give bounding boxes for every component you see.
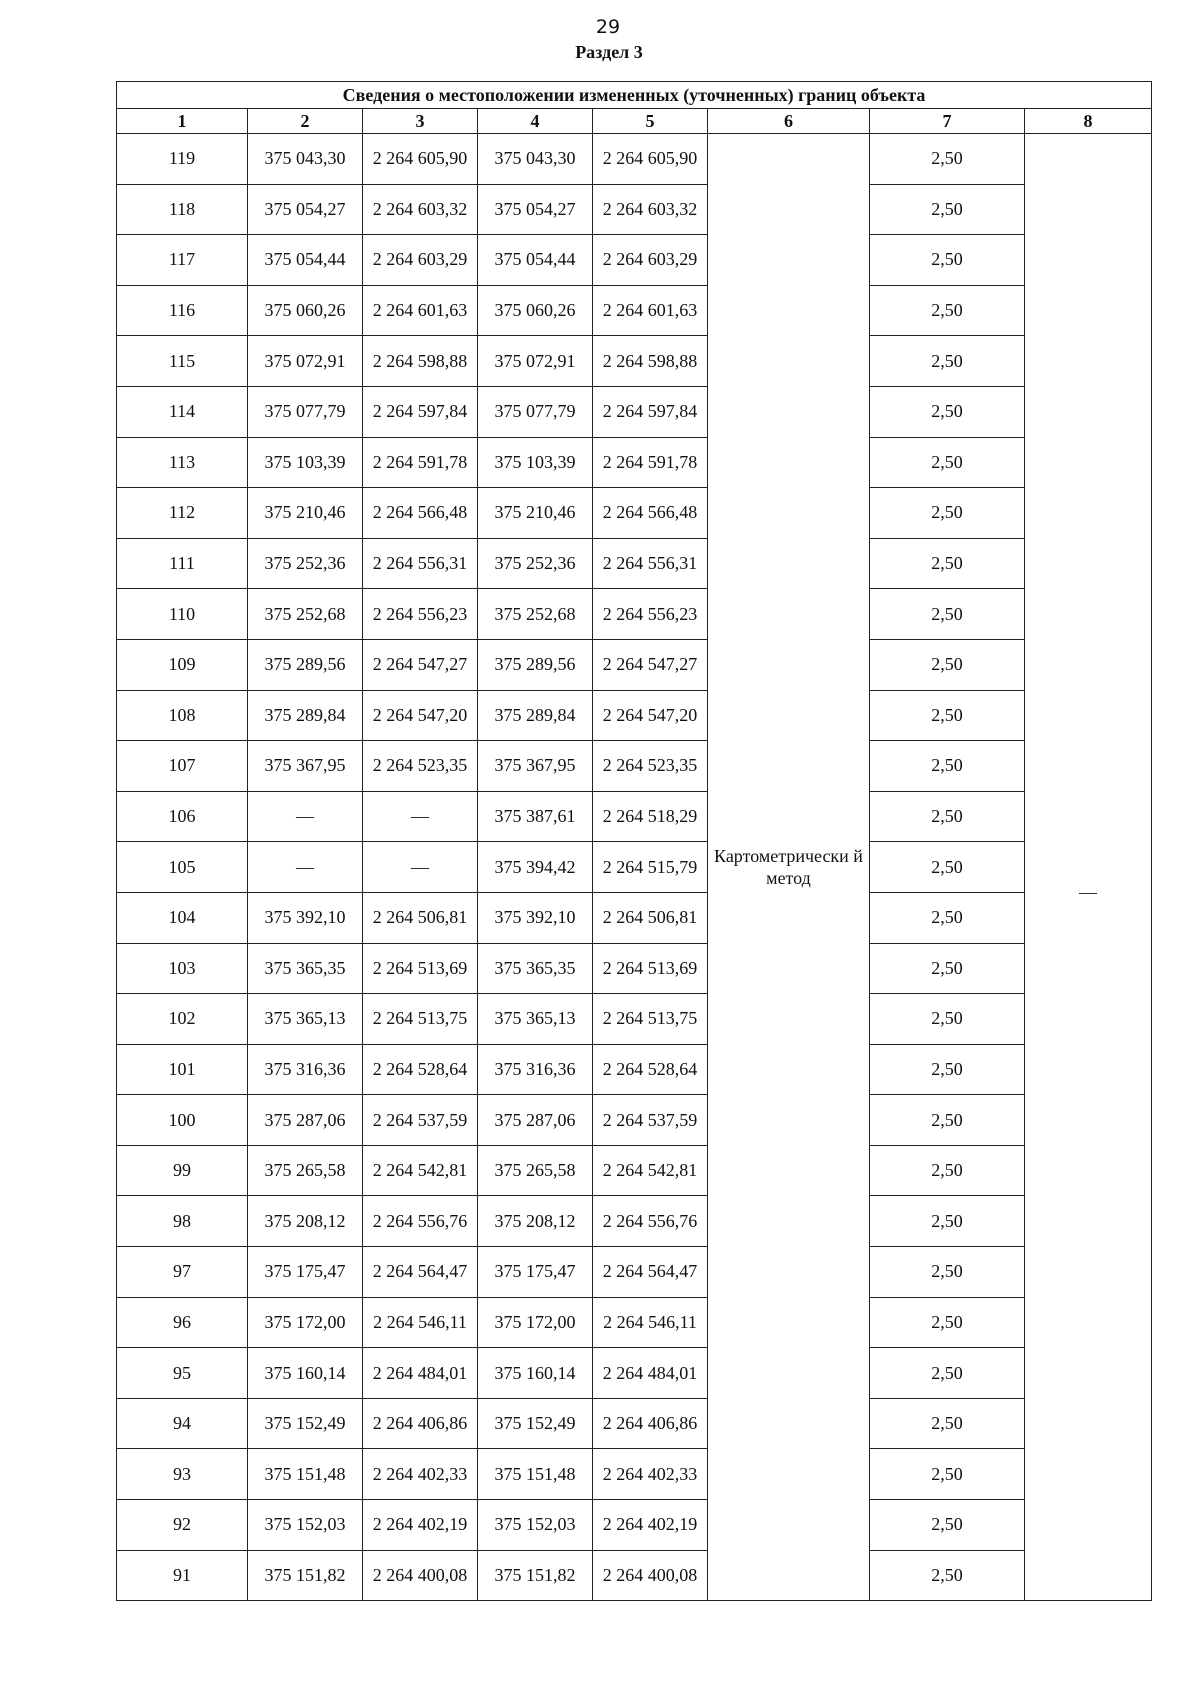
- cell-y-old: 2 264 506,81: [363, 892, 478, 943]
- cell-x-old: 375 316,36: [248, 1044, 363, 1095]
- column8-top-cell: [1025, 134, 1152, 185]
- cell-accuracy: 2,50: [870, 184, 1025, 235]
- cell-point: 102: [117, 994, 248, 1045]
- cell-accuracy: 2,50: [870, 589, 1025, 640]
- cell-x-old: 375 151,82: [248, 1550, 363, 1601]
- cell-x-new: 375 060,26: [478, 285, 593, 336]
- cell-y-new: 2 264 542,81: [593, 1145, 708, 1196]
- cell-point: 108: [117, 690, 248, 741]
- cell-y-new: 2 264 400,08: [593, 1550, 708, 1601]
- cell-x-new: 375 265,58: [478, 1145, 593, 1196]
- cell-y-old: 2 264 484,01: [363, 1348, 478, 1399]
- cell-y-new: 2 264 603,29: [593, 235, 708, 286]
- cell-x-old: 375 152,03: [248, 1500, 363, 1551]
- cell-y-old: 2 264 523,35: [363, 741, 478, 792]
- cell-point: 109: [117, 639, 248, 690]
- cell-y-old: —: [363, 842, 478, 893]
- cell-x-old: 375 367,95: [248, 741, 363, 792]
- cell-accuracy: 2,50: [870, 386, 1025, 437]
- cell-point: 93: [117, 1449, 248, 1500]
- cell-y-new: 2 264 546,11: [593, 1297, 708, 1348]
- cell-x-old: 375 252,68: [248, 589, 363, 640]
- cell-accuracy: 2,50: [870, 994, 1025, 1045]
- cell-accuracy: 2,50: [870, 943, 1025, 994]
- cell-y-old: 2 264 603,29: [363, 235, 478, 286]
- table-row: [117, 336, 1152, 387]
- table-row: [117, 1449, 1152, 1500]
- cell-x-new: 375 160,14: [478, 1348, 593, 1399]
- table-row: [117, 690, 1152, 741]
- cell-accuracy: 2,50: [870, 1196, 1025, 1247]
- cell-x-new: 375 072,91: [478, 336, 593, 387]
- cell-y-new: 2 264 523,35: [593, 741, 708, 792]
- cell-y-old: 2 264 591,78: [363, 437, 478, 488]
- table-row: [117, 285, 1152, 336]
- cell-x-old: 375 392,10: [248, 892, 363, 943]
- cell-y-old: 2 264 597,84: [363, 386, 478, 437]
- boundary-coordinates-table: [116, 81, 1152, 1601]
- cell-x-old: —: [248, 842, 363, 893]
- cell-x-new: 375 289,84: [478, 690, 593, 741]
- cell-y-new: 2 264 556,23: [593, 589, 708, 640]
- cell-x-old: 375 103,39: [248, 437, 363, 488]
- table-caption-row: [117, 82, 1152, 109]
- cell-point: 95: [117, 1348, 248, 1399]
- cell-point: 101: [117, 1044, 248, 1095]
- cell-x-old: 375 210,46: [248, 488, 363, 539]
- column-number-6: 6: [708, 109, 870, 134]
- table-row: [117, 943, 1152, 994]
- cell-y-old: 2 264 556,31: [363, 538, 478, 589]
- cell-accuracy: 2,50: [870, 791, 1025, 842]
- cell-y-new: 2 264 528,64: [593, 1044, 708, 1095]
- cell-y-new: 2 264 547,27: [593, 639, 708, 690]
- cell-x-old: 375 208,12: [248, 1196, 363, 1247]
- cell-point: 104: [117, 892, 248, 943]
- table-row: [117, 1398, 1152, 1449]
- cell-y-new: 2 264 484,01: [593, 1348, 708, 1399]
- cell-accuracy: 2,50: [870, 134, 1025, 185]
- cell-y-old: 2 264 556,23: [363, 589, 478, 640]
- column-number-8: 8: [1025, 109, 1152, 134]
- cell-x-new: 375 175,47: [478, 1247, 593, 1298]
- table-row: [117, 639, 1152, 690]
- cell-y-new: 2 264 566,48: [593, 488, 708, 539]
- cell-y-old: 2 264 598,88: [363, 336, 478, 387]
- cell-y-new: 2 264 601,63: [593, 285, 708, 336]
- cell-y-old: —: [363, 791, 478, 842]
- cell-x-new: 375 387,61: [478, 791, 593, 842]
- cell-x-new: 375 252,36: [478, 538, 593, 589]
- table-caption: Сведения о местоположении измененных (уточненных) границ объекта: [117, 82, 1152, 109]
- cell-x-old: 375 152,49: [248, 1398, 363, 1449]
- cell-y-new: 2 264 515,79: [593, 842, 708, 893]
- cell-point: 99: [117, 1145, 248, 1196]
- cell-point: 114: [117, 386, 248, 437]
- cell-x-new: 375 151,48: [478, 1449, 593, 1500]
- cell-y-new: 2 264 513,69: [593, 943, 708, 994]
- cell-y-old: 2 264 400,08: [363, 1550, 478, 1601]
- cell-accuracy: 2,50: [870, 336, 1025, 387]
- cell-x-old: 375 365,35: [248, 943, 363, 994]
- method-cell: Картометрически й метод: [708, 134, 870, 1601]
- cell-y-new: 2 264 598,88: [593, 336, 708, 387]
- cell-y-new: 2 264 556,31: [593, 538, 708, 589]
- cell-x-new: 375 394,42: [478, 842, 593, 893]
- cell-accuracy: 2,50: [870, 285, 1025, 336]
- table-row: [117, 842, 1152, 893]
- cell-y-old: 2 264 556,76: [363, 1196, 478, 1247]
- cell-point: 100: [117, 1095, 248, 1146]
- table-row: [117, 1145, 1152, 1196]
- cell-y-new: 2 264 556,76: [593, 1196, 708, 1247]
- cell-x-new: 375 365,35: [478, 943, 593, 994]
- column-number-2: 2: [248, 109, 363, 134]
- cell-y-old: 2 264 406,86: [363, 1398, 478, 1449]
- cell-y-old: 2 264 513,69: [363, 943, 478, 994]
- cell-x-old: 375 160,14: [248, 1348, 363, 1399]
- table-row: [117, 892, 1152, 943]
- cell-x-new: 375 077,79: [478, 386, 593, 437]
- column-number-3: 3: [363, 109, 478, 134]
- column-number-7: 7: [870, 109, 1025, 134]
- cell-x-old: 375 289,84: [248, 690, 363, 741]
- cell-x-old: 375 043,30: [248, 134, 363, 185]
- cell-x-new: 375 365,13: [478, 994, 593, 1045]
- cell-accuracy: 2,50: [870, 690, 1025, 741]
- table-row: [117, 1297, 1152, 1348]
- cell-point: 116: [117, 285, 248, 336]
- cell-y-new: 2 264 513,75: [593, 994, 708, 1045]
- cell-accuracy: 2,50: [870, 1145, 1025, 1196]
- cell-point: 94: [117, 1398, 248, 1449]
- cell-x-old: 375 054,44: [248, 235, 363, 286]
- cell-x-old: 375 365,13: [248, 994, 363, 1045]
- cell-accuracy: 2,50: [870, 1247, 1025, 1298]
- cell-accuracy: 2,50: [870, 538, 1025, 589]
- cell-point: 98: [117, 1196, 248, 1247]
- cell-y-old: 2 264 605,90: [363, 134, 478, 185]
- cell-y-old: 2 264 601,63: [363, 285, 478, 336]
- cell-x-new: 375 152,49: [478, 1398, 593, 1449]
- table-row: [117, 741, 1152, 792]
- section-title: Раздел 3: [575, 42, 643, 62]
- table-row: [117, 1095, 1152, 1146]
- page-number: 29: [595, 16, 621, 38]
- cell-y-old: 2 264 537,59: [363, 1095, 478, 1146]
- table-row: [117, 1247, 1152, 1298]
- cell-x-new: 375 289,56: [478, 639, 593, 690]
- cell-accuracy: 2,50: [870, 1449, 1025, 1500]
- cell-x-new: 375 367,95: [478, 741, 593, 792]
- table-row: [117, 589, 1152, 640]
- cell-x-new: 375 172,00: [478, 1297, 593, 1348]
- table-row: [117, 1044, 1152, 1095]
- cell-x-new: 375 151,82: [478, 1550, 593, 1601]
- cell-point: 106: [117, 791, 248, 842]
- cell-x-old: 375 265,58: [248, 1145, 363, 1196]
- cell-x-new: 375 210,46: [478, 488, 593, 539]
- cell-accuracy: 2,50: [870, 1500, 1025, 1551]
- cell-x-old: 375 252,36: [248, 538, 363, 589]
- cell-x-old: 375 175,47: [248, 1247, 363, 1298]
- cell-y-old: 2 264 402,19: [363, 1500, 478, 1551]
- cell-x-old: 375 054,27: [248, 184, 363, 235]
- cell-point: 112: [117, 488, 248, 539]
- cell-y-new: 2 264 591,78: [593, 437, 708, 488]
- cell-point: 96: [117, 1297, 248, 1348]
- cell-point: 105: [117, 842, 248, 893]
- column8-value-cell: —: [1025, 184, 1152, 1601]
- cell-y-old: 2 264 542,81: [363, 1145, 478, 1196]
- table-body: [117, 82, 1152, 1601]
- table-row: [117, 1500, 1152, 1551]
- column-number-1: 1: [117, 109, 248, 134]
- column-number-row: [117, 109, 1152, 134]
- cell-x-new: 375 392,10: [478, 892, 593, 943]
- cell-y-new: 2 264 518,29: [593, 791, 708, 842]
- table-row: [117, 386, 1152, 437]
- cell-y-old: 2 264 547,20: [363, 690, 478, 741]
- table-row: [117, 184, 1152, 235]
- cell-accuracy: 2,50: [870, 1398, 1025, 1449]
- table-row: [117, 437, 1152, 488]
- cell-y-new: 2 264 406,86: [593, 1398, 708, 1449]
- cell-x-old: 375 072,91: [248, 336, 363, 387]
- cell-y-new: 2 264 597,84: [593, 386, 708, 437]
- cell-accuracy: 2,50: [870, 1348, 1025, 1399]
- cell-accuracy: 2,50: [870, 1095, 1025, 1146]
- table-row: [117, 791, 1152, 842]
- cell-y-new: 2 264 537,59: [593, 1095, 708, 1146]
- cell-accuracy: 2,50: [870, 741, 1025, 792]
- cell-point: 115: [117, 336, 248, 387]
- cell-accuracy: 2,50: [870, 488, 1025, 539]
- cell-x-new: 375 043,30: [478, 134, 593, 185]
- cell-point: 107: [117, 741, 248, 792]
- cell-accuracy: 2,50: [870, 1550, 1025, 1601]
- column-number-5: 5: [593, 109, 708, 134]
- cell-y-new: 2 264 506,81: [593, 892, 708, 943]
- table-row: [117, 1550, 1152, 1601]
- cell-point: 97: [117, 1247, 248, 1298]
- column-number-4: 4: [478, 109, 593, 134]
- cell-point: 111: [117, 538, 248, 589]
- cell-y-old: 2 264 603,32: [363, 184, 478, 235]
- cell-point: 118: [117, 184, 248, 235]
- cell-x-new: 375 252,68: [478, 589, 593, 640]
- table-row: [117, 134, 1152, 185]
- cell-point: 103: [117, 943, 248, 994]
- table-row: [117, 235, 1152, 286]
- cell-accuracy: 2,50: [870, 437, 1025, 488]
- cell-y-old: 2 264 528,64: [363, 1044, 478, 1095]
- cell-y-new: 2 264 402,33: [593, 1449, 708, 1500]
- cell-y-old: 2 264 402,33: [363, 1449, 478, 1500]
- cell-accuracy: 2,50: [870, 1297, 1025, 1348]
- cell-y-new: 2 264 547,20: [593, 690, 708, 741]
- cell-y-old: 2 264 564,47: [363, 1247, 478, 1298]
- cell-x-old: 375 289,56: [248, 639, 363, 690]
- cell-x-new: 375 054,27: [478, 184, 593, 235]
- cell-point: 113: [117, 437, 248, 488]
- table-row: [117, 1348, 1152, 1399]
- cell-x-new: 375 208,12: [478, 1196, 593, 1247]
- cell-x-old: 375 172,00: [248, 1297, 363, 1348]
- cell-x-new: 375 054,44: [478, 235, 593, 286]
- cell-accuracy: 2,50: [870, 1044, 1025, 1095]
- table-row: [117, 488, 1152, 539]
- cell-point: 92: [117, 1500, 248, 1551]
- cell-y-old: 2 264 513,75: [363, 994, 478, 1045]
- cell-y-new: 2 264 605,90: [593, 134, 708, 185]
- cell-x-new: 375 287,06: [478, 1095, 593, 1146]
- cell-x-new: 375 103,39: [478, 437, 593, 488]
- cell-x-old: 375 151,48: [248, 1449, 363, 1500]
- cell-x-old: 375 287,06: [248, 1095, 363, 1146]
- cell-x-old: 375 060,26: [248, 285, 363, 336]
- cell-y-old: 2 264 547,27: [363, 639, 478, 690]
- table-row: [117, 538, 1152, 589]
- cell-x-new: 375 316,36: [478, 1044, 593, 1095]
- cell-y-new: 2 264 603,32: [593, 184, 708, 235]
- cell-x-old: 375 077,79: [248, 386, 363, 437]
- cell-point: 119: [117, 134, 248, 185]
- cell-y-new: 2 264 402,19: [593, 1500, 708, 1551]
- cell-x-new: 375 152,03: [478, 1500, 593, 1551]
- cell-accuracy: 2,50: [870, 639, 1025, 690]
- cell-x-old: —: [248, 791, 363, 842]
- cell-point: 110: [117, 589, 248, 640]
- cell-y-new: 2 264 564,47: [593, 1247, 708, 1298]
- cell-accuracy: 2,50: [870, 235, 1025, 286]
- table-row: [117, 994, 1152, 1045]
- cell-accuracy: 2,50: [870, 892, 1025, 943]
- cell-y-old: 2 264 546,11: [363, 1297, 478, 1348]
- cell-point: 91: [117, 1550, 248, 1601]
- cell-y-old: 2 264 566,48: [363, 488, 478, 539]
- table-row: [117, 1196, 1152, 1247]
- cell-point: 117: [117, 235, 248, 286]
- cell-accuracy: 2,50: [870, 842, 1025, 893]
